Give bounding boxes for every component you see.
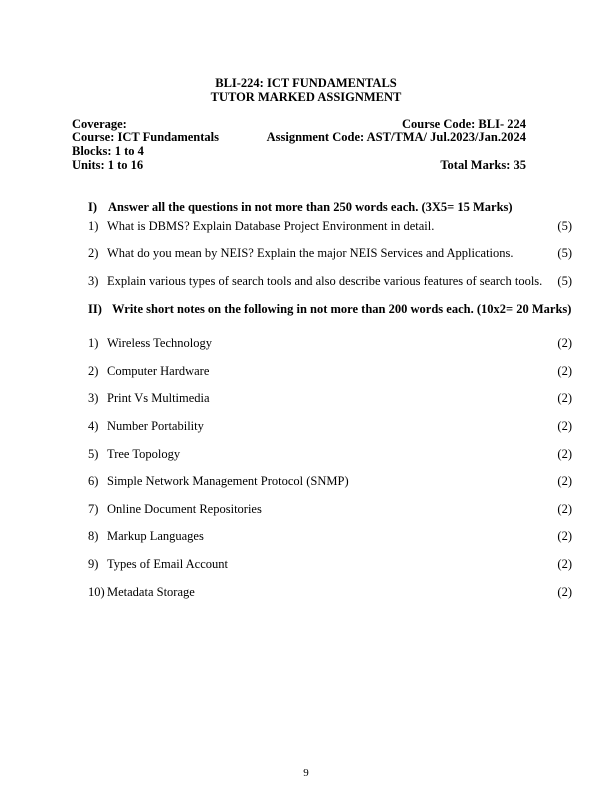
question-marks: (2) bbox=[557, 336, 572, 350]
section-2-number: II) bbox=[88, 302, 102, 316]
units-range: Units: 1 to 16 bbox=[72, 158, 144, 172]
question-item: 5) Tree Topology (2) bbox=[88, 447, 572, 461]
page-number: 9 bbox=[303, 767, 309, 779]
question-marks: (5) bbox=[557, 274, 572, 288]
question-item: 2) Computer Hardware (2) bbox=[88, 364, 572, 378]
question-item: 3) Explain various types of search tools and also describe various features of search tools. (5) bbox=[88, 274, 572, 288]
question-marks: (2) bbox=[557, 585, 572, 599]
question-item: 9) Types of Email Account (2) bbox=[88, 557, 572, 571]
question-item: 8) Markup Languages (2) bbox=[88, 529, 572, 543]
question-item: 3) Print Vs Multimedia (2) bbox=[88, 391, 572, 405]
section-2-heading bbox=[88, 302, 571, 317]
question-marks: (2) bbox=[557, 502, 572, 516]
question-item: 1) What is DBMS? Explain Database Project Environment in detail. (5) bbox=[88, 219, 572, 233]
question-marks: (2) bbox=[557, 391, 572, 405]
section-1-number: I) bbox=[88, 200, 98, 214]
section-1-instructions: Answer all the questions in not more than 250 words each. (3X5= 15 Marks) bbox=[108, 200, 513, 214]
assignment-code: Assignment Code: AST/TMA/ Jul.2023/Jan.2024 bbox=[266, 130, 526, 144]
question-marks: (2) bbox=[557, 557, 572, 571]
total-marks: Total Marks: 35 bbox=[440, 158, 526, 172]
section-1-heading bbox=[88, 200, 513, 215]
blocks-range: Blocks: 1 to 4 bbox=[72, 144, 144, 158]
question-item: 10) Metadata Storage (2) bbox=[88, 585, 572, 599]
question-item: 7) Online Document Repositories (2) bbox=[88, 502, 572, 516]
question-marks: (2) bbox=[557, 364, 572, 378]
question-item: 4) Number Portability (2) bbox=[88, 419, 572, 433]
question-marks: (5) bbox=[557, 246, 572, 260]
question-marks: (5) bbox=[557, 219, 572, 233]
question-item: 6) Simple Network Management Protocol (SNMP) (2) bbox=[88, 474, 572, 488]
question-marks: (2) bbox=[557, 474, 572, 488]
question-marks: (2) bbox=[557, 447, 572, 461]
question-item: 2) What do you mean by NEIS? Explain the major NEIS Services and Applications. (5) bbox=[88, 246, 572, 260]
coverage-label: Coverage: bbox=[72, 117, 127, 131]
question-marks: (2) bbox=[557, 529, 572, 543]
question-item: 1) Wireless Technology (2) bbox=[88, 336, 572, 350]
course-name: Course: ICT Fundamentals bbox=[72, 130, 220, 144]
section-2-instructions: Write short notes on the following in not more than 200 words each. (10x2= 20 Marks) bbox=[112, 302, 572, 316]
question-marks: (2) bbox=[557, 419, 572, 433]
document-title: BLI-224: ICT FUNDAMENTALS bbox=[215, 76, 397, 90]
document-subtitle: TUTOR MARKED ASSIGNMENT bbox=[210, 90, 402, 104]
course-code: Course Code: BLI- 224 bbox=[402, 117, 526, 131]
